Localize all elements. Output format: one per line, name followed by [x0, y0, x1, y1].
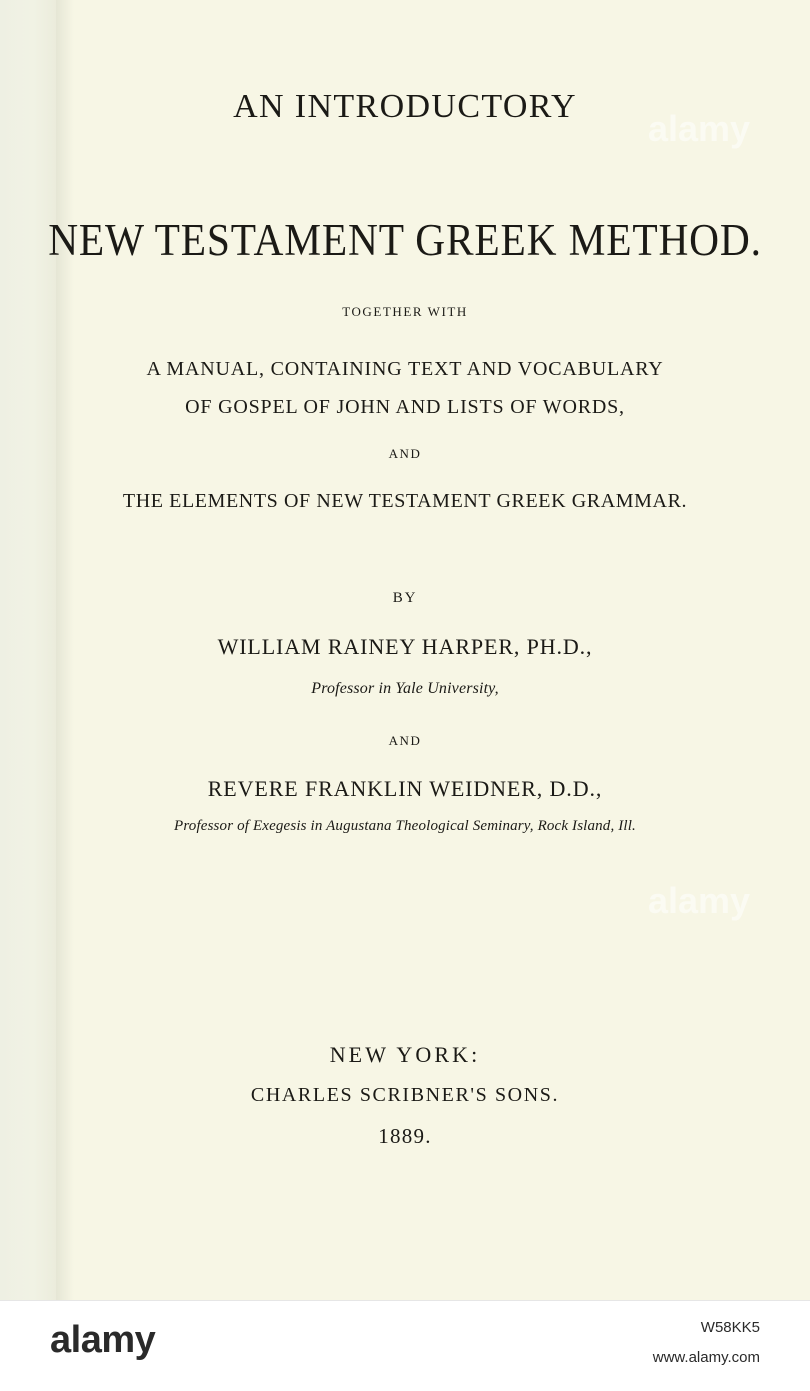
site-url: www.alamy.com	[652, 1349, 760, 1366]
watermark-logo: alamy	[648, 108, 751, 149]
author-2-name: REVERE FRANKLIN WEIDNER, D.D.,	[207, 776, 603, 801]
publication-year: 1889.	[378, 1124, 432, 1148]
elements-line: THE ELEMENTS OF NEW TESTAMENT GREEK GRAMMAR.	[122, 490, 688, 512]
watermark-logo: alamy	[648, 880, 751, 921]
book-title: NEW TESTAMENT GREEK METHOD.	[48, 215, 762, 265]
intro-line: AN INTRODUCTORY	[233, 88, 577, 125]
stock-footer	[0, 1300, 810, 1391]
manual-line-1: A MANUAL, CONTAINING TEXT AND VOCABULARY	[146, 358, 664, 380]
place-of-publication: NEW YORK:	[329, 1042, 481, 1067]
publisher-name: CHARLES SCRIBNER'S SONS.	[250, 1084, 560, 1106]
manual-line-2: OF GOSPEL OF JOHN AND LISTS OF WORDS,	[185, 396, 625, 418]
alamy-logo: alamy	[50, 1319, 156, 1361]
together-with-text: TOGETHER WITH	[342, 304, 468, 319]
by-text: BY	[392, 590, 418, 606]
image-id: W58KK5	[700, 1319, 760, 1336]
and-text-1: AND	[388, 446, 422, 461]
author-1-title: Professor in Yale University,	[311, 680, 499, 697]
author-2-title: Professor of Exegesis in Augustana Theological Seminary, Rock Island, Ill.	[174, 818, 636, 834]
and-text-2: AND	[388, 733, 422, 748]
author-1-name: WILLIAM RAINEY HARPER, PH.D.,	[217, 634, 593, 659]
